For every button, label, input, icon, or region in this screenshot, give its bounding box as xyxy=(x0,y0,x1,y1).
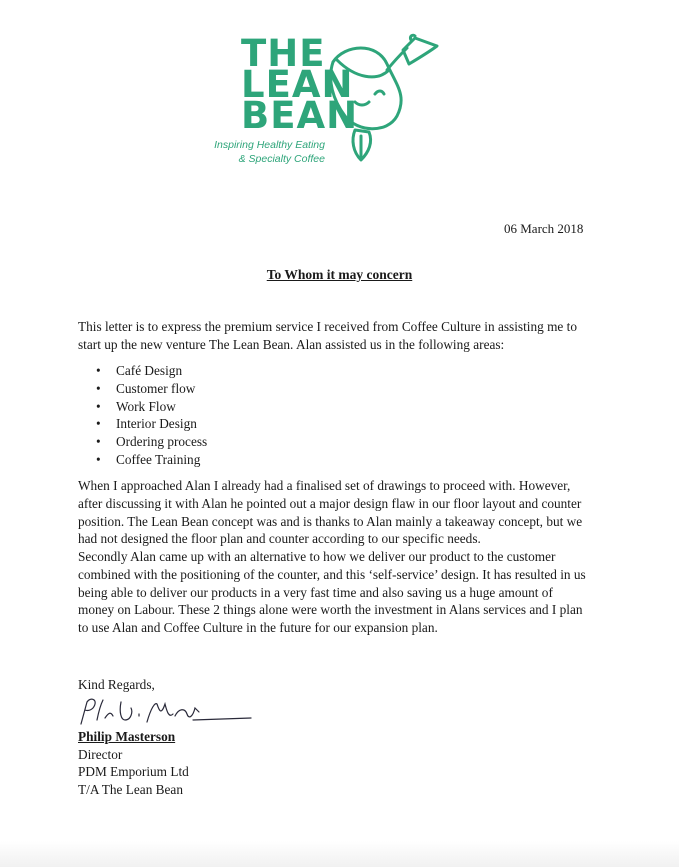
handwritten-signature xyxy=(75,690,255,732)
letter-date: 06 March 2018 xyxy=(504,221,584,236)
list-item: • Coffee Training xyxy=(96,451,207,469)
intro-paragraph: This letter is to express the premium service I received from Coffee Culture in assisting me to start up the new venture The Lean Bean. Alan assisted us in the following areas: xyxy=(78,319,577,352)
signatory-company: PDM Emporium Ltd xyxy=(78,764,189,779)
signatory-title: Director xyxy=(78,746,123,762)
list-item: • Work Flow xyxy=(96,398,207,416)
signatory-trading-as: T/A The Lean Bean xyxy=(78,781,183,797)
closing-salutation: Kind Regards, xyxy=(78,677,155,692)
coffee-bean-mascot-icon xyxy=(325,30,460,170)
signatory-name: Philip Masterson xyxy=(78,729,176,744)
list-item: • Customer flow xyxy=(96,380,207,398)
logo-line-1: THE xyxy=(241,32,326,75)
logo-tagline xyxy=(205,138,325,166)
body-paragraph-3: Secondly Alan came up with an alternative to how we deliver our product to the customer combined with the positioning of the counter, and this ‘self-service’ design. It has resulted in us being able to deliver our products in a very fast time and also saving us a huge amount of money on Labour. These 2 things alone were worth the investment in Alans services and I plan to use Alan and Coffee Culture in the future for our expansion plan. xyxy=(78,549,586,636)
logo-tagline-1: Inspiring Healthy Eating xyxy=(214,139,325,151)
logo-line-2: LEAN xyxy=(241,63,354,106)
letter-subject xyxy=(0,267,679,283)
lean-bean-logo xyxy=(205,30,455,170)
signature-block xyxy=(78,728,189,798)
letter-subject-text: To Whom it may concern xyxy=(266,267,413,282)
logo-tagline-2: & Specialty Coffee xyxy=(238,153,325,165)
service-areas-list xyxy=(96,362,207,469)
list-item: • Café Design xyxy=(96,362,207,380)
list-item: • Ordering process xyxy=(96,433,207,451)
list-item: • Interior Design xyxy=(96,415,207,433)
body-paragraph-2: When I approached Alan I already had a finalised set of drawings to proceed with. However, after discussing it with Alan he pointed out a major design flaw in our floor layout and counter position. The Lean Bean concept was and is thanks to Alan mainly a takeaway concept, but we had not designed the floor plan and counter according to our specific needs. xyxy=(78,478,583,547)
logo-line-3: BEAN xyxy=(241,94,359,137)
